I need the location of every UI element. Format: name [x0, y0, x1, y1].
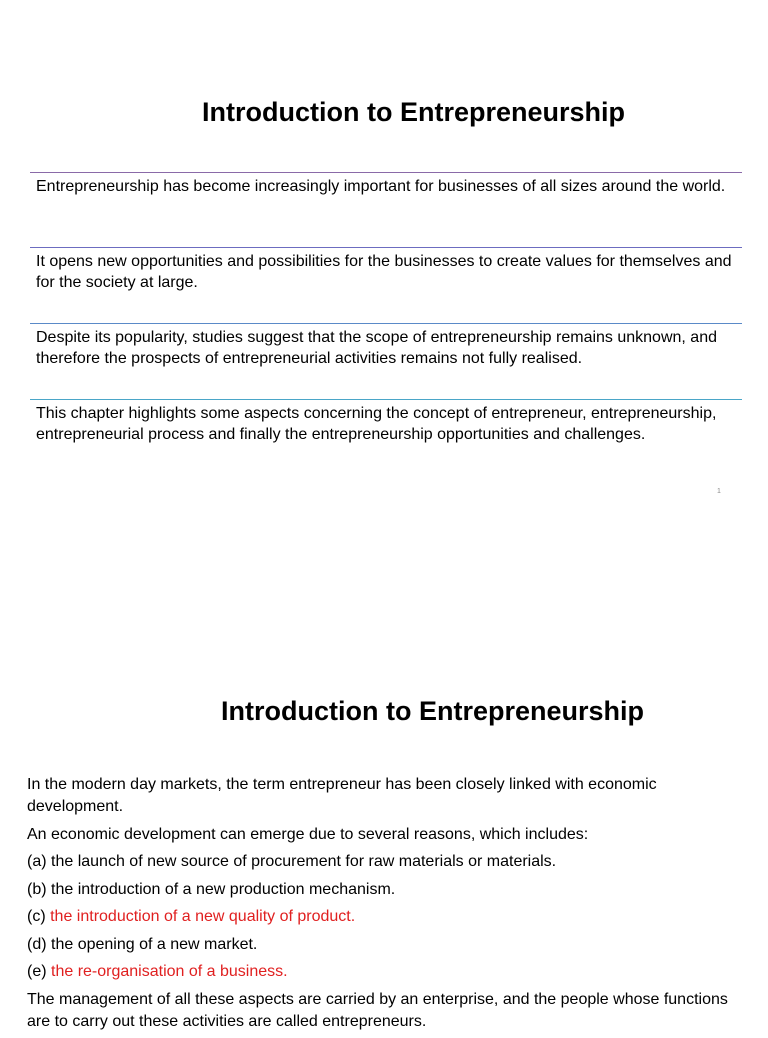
point-list: [30, 172, 742, 479]
reason-item: [27, 961, 745, 983]
reason-text: the opening of a new market.: [51, 935, 258, 953]
reason-text: the introduction of a new production mechanism.: [51, 880, 396, 898]
reason-marker: (b): [27, 880, 47, 898]
reason-item: [27, 879, 745, 901]
closing-paragraph: The management of all these aspects are carried by an enterprise, and the people whose functions are to carry out these activities are called entrepreneurs.: [27, 990, 728, 1030]
reason-text-highlighted: the re-organisation of a business.: [51, 963, 288, 980]
reason-marker: (c): [27, 908, 46, 925]
reason-marker: (e): [27, 963, 47, 980]
intro-paragraph: In the modern day markets, the term entrepreneur has been closely linked with economic development.: [27, 776, 657, 815]
list-item: This chapter highlights some aspects concerning the concept of entrepreneur, entrepreneurship, entrepreneurial process and finally the entrepreneurship opportunities and challenges.: [30, 399, 742, 479]
list-item: Entrepreneurship has become increasingly important for businesses of all sizes around the world.: [30, 172, 742, 247]
list-item: It opens new opportunities and possibilities for the businesses to create values for themselves and for the society at large.: [30, 247, 742, 323]
reason-text-highlighted: the introduction of a new quality of product.: [50, 908, 356, 925]
slide-title: Introduction to Entrepreneurship: [221, 696, 644, 726]
body-text: [27, 774, 745, 1038]
reasons-lead: An economic development can emerge due to several reasons, which includes:: [27, 825, 589, 843]
reason-text: the launch of new source of procurement for raw materials or materials.: [51, 853, 557, 870]
list-item: Despite its popularity, studies suggest that the scope of entrepreneurship remains unknown, and therefore the prospects of entrepreneurial activities remains not fully realised.: [30, 323, 742, 399]
reason-item: [27, 851, 745, 873]
slide-2: [0, 575, 768, 1030]
page-number: 1: [717, 488, 721, 495]
reason-marker: (d): [27, 935, 47, 953]
slide-title: Introduction to Entrepreneurship: [202, 97, 625, 127]
reason-item: [27, 934, 745, 956]
reason-item: [27, 906, 745, 928]
reason-marker: (a): [27, 853, 47, 870]
